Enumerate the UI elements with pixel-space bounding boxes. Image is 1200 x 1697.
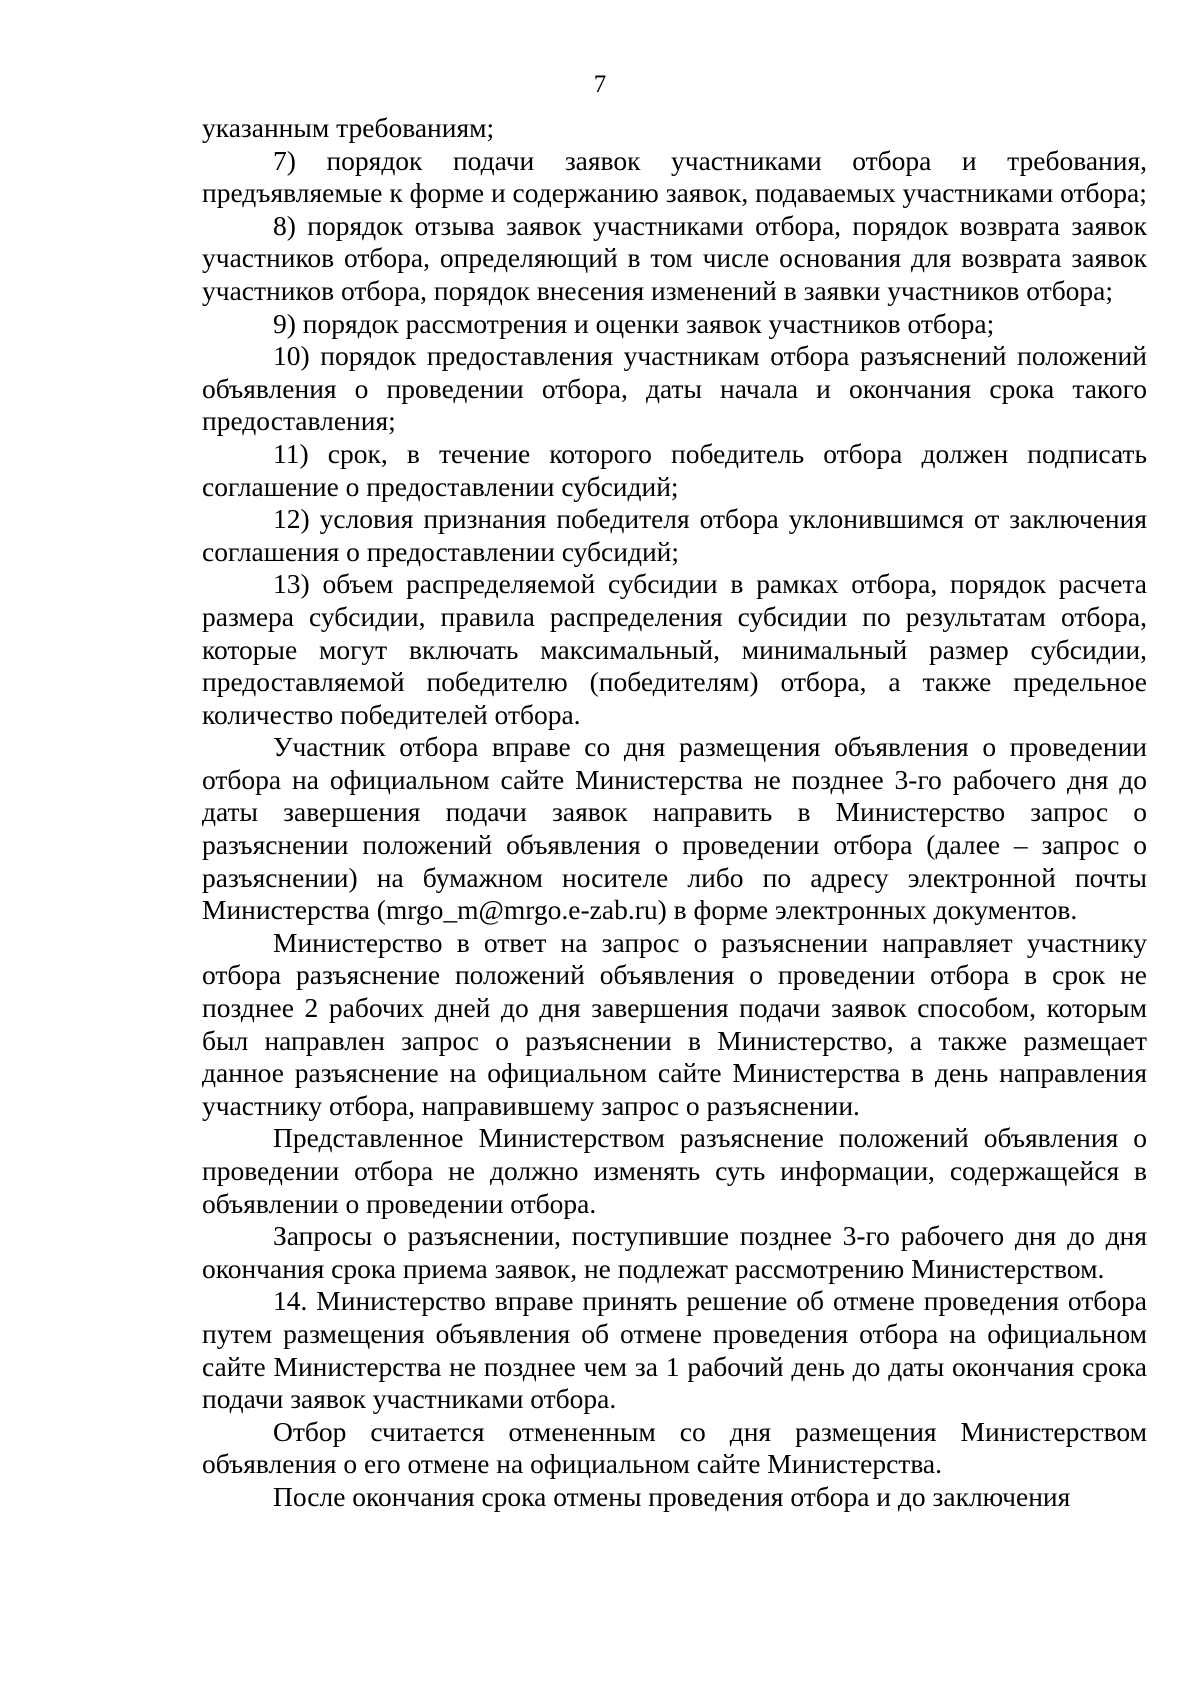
list-item-8: 8) порядок отзыва заявок участниками отбора, порядок возврата заявок участников отбора, определяющий в том числе основания для возврата заявок участников отбора, порядок внесения изменений в заявки участников отбора; [202, 209, 1147, 306]
list-item-12: 12) условия признания победителя отбора уклонившимся от заключения соглашения о предоставлении субсидий; [202, 503, 1147, 567]
page-number: 7 [593, 71, 607, 98]
paragraph-cancellation-effective: Отбор считается отмененным со дня размещения Министерством объявления о его отмене на официальном сайте Министерства. [202, 1415, 1147, 1480]
list-item-11: 11) срок, в течение которого победитель отбора должен подписать соглашение о предоставлении субсидий; [202, 437, 1147, 502]
paragraph-continuation: указанным требованиям; [202, 112, 495, 143]
section-14-cancellation: 14. Министерство вправе принять решение об отмене проведения отбора путем размещения объявления об отмене проведения отбора на официальном сайте Министерства не позднее чем за 1 рабочий день до даты окончания срока подачи заявок участниками отбора. [202, 1285, 1147, 1415]
paragraph-after-cancellation: После окончания срока отмены проведения отбора и до заключения [273, 1480, 1071, 1512]
list-item-10: 10) порядок предоставления участникам отбора разъяснений положений объявления о проведении отбора, даты начала и окончания срока такого предоставления; [202, 340, 1147, 437]
paragraph-late-requests: Запросы о разъяснении, поступившие позднее 3-го рабочего дня до дня окончания срока приема заявок, не подлежат рассмотрению Министерством. [202, 1220, 1147, 1284]
list-item-7: 7) порядок подачи заявок участниками отбора и требования, предъявляемые к форме и содержанию заявок, подаваемых участниками отбора; [202, 144, 1147, 209]
list-item-13: 13) объем распределяемой субсидии в рамках отбора, порядок расчета размера субсидии, правила распределения субсидии по результатам отбора, которые могут включать максимальный, минимальный размер субсидии, предоставляемой победителю (победителям) отбора, а также предельное количество победителей отбора. [202, 568, 1147, 730]
paragraph-clarification-request: Участник отбора вправе со дня размещения объявления о проведении отбора на официальном сайте Министерства не позднее 3-го рабочего дня до даты завершения подачи заявок направить в Министерство запрос о разъяснении положений объявления о проведении отбора (далее – запрос о разъяснении) на бумажном носителе либо по адресу электронной почты Министерства (mrgo_m@mrgo.e-zab.ru) в форме электронных документов. [202, 731, 1147, 926]
paragraph-clarification-scope: Представленное Министерством разъяснение положений объявления о проведении отбора не должно изменять суть информации, содержащейся в объявлении о проведении отбора. [202, 1122, 1147, 1219]
paragraph-ministry-response: Министерство в ответ на запрос о разъяснении направляет участнику отбора разъяснение положений объявления о проведении отбора в срок не позднее 2 рабочих дней до дня завершения подачи заявок способом, которым был направлен запрос о разъяснении в Министерство, а также размещает данное разъяснение на официальном сайте Министерства в день направления участнику отбора, направившему запрос о разъяснении. [202, 926, 1147, 1121]
list-item-9: 9) порядок рассмотрения и оценки заявок участников отбора; [273, 307, 995, 339]
document-body [202, 112, 1147, 1514]
